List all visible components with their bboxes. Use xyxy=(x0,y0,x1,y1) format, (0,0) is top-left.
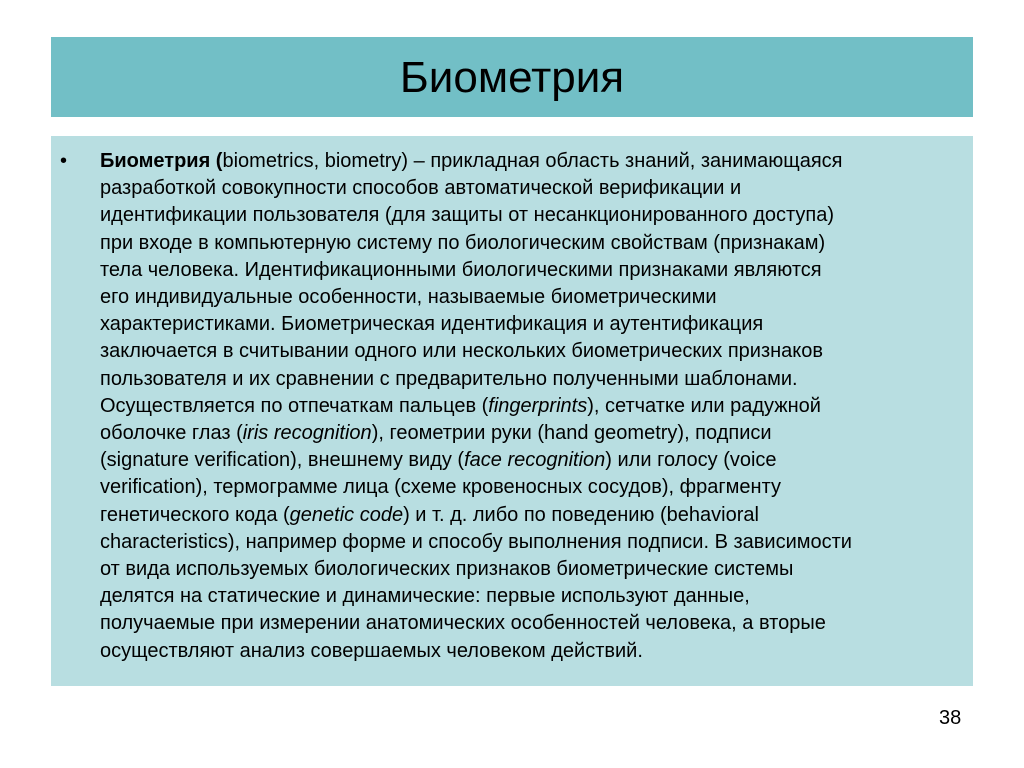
text-line: (signature verification), внешнему виду (face recognition) или голосу (voice xyxy=(100,449,777,472)
text-line: characteristics), например форме и способу выполнения подписи. В зависимости xyxy=(100,530,852,553)
text-line: генетического кода (genetic code) и т. д. либо по поведению (behavioral xyxy=(100,503,759,526)
slide-title: Биометрия xyxy=(399,53,625,102)
text-line-0: Биометрия (biometrics, biometry) – прикладная область знаний, занимающаяся xyxy=(100,150,843,172)
text-line: заключается в считывании одного или нескольких биометрических признаков xyxy=(100,340,824,363)
text-line: характеристиками. Биометрическая идентификация и аутентификация xyxy=(100,313,764,336)
body-paragraph xyxy=(100,148,972,665)
slide-title-bar xyxy=(51,37,973,117)
term-bold: Биометрия ( xyxy=(100,150,223,172)
bullet-marker: • xyxy=(60,150,68,172)
text-line: пользователя и их сравнении с предварительно полученными шаблонами. xyxy=(100,367,798,390)
text-line: разработкой совокупности способов автоматической верификации и xyxy=(100,177,742,200)
text-line: оболочке глаз (iris recognition), геометрии руки (hand geometry), подписи xyxy=(100,422,772,445)
text-line: Осуществляется по отпечаткам пальцев (fingerprints), сетчатке или радужной xyxy=(100,394,821,417)
text-line: тела человека. Идентификационными биологическими признаками являются xyxy=(100,258,822,281)
italic-term: fingerprints xyxy=(488,394,588,417)
italic-term: face recognition xyxy=(464,449,606,472)
italic-term: iris recognition xyxy=(242,422,372,445)
text-line: его индивидуальные особенности, называемые биометрическими xyxy=(100,286,717,309)
text-line: идентификации пользователя (для защиты от несанкционированного доступа) xyxy=(100,204,835,227)
text-line: от вида используемых биологических признаков биометрические системы xyxy=(100,558,794,581)
text-line: получаемые при измерении анатомических особенностей человека, а вторые xyxy=(100,612,826,635)
text-line: при входе в компьютерную систему по биологическим свойствам (признакам) xyxy=(100,231,826,254)
text-line: делятся на статические и динамические: первые используют данные, xyxy=(100,585,750,608)
italic-term: genetic code xyxy=(289,503,404,526)
text-line: осуществляют анализ совершаемых человеком действий. xyxy=(100,639,643,662)
text-line: verification), термограмме лица (схеме кровеносных сосудов), фрагменту xyxy=(100,476,781,499)
slide-number: 38 xyxy=(939,707,962,729)
